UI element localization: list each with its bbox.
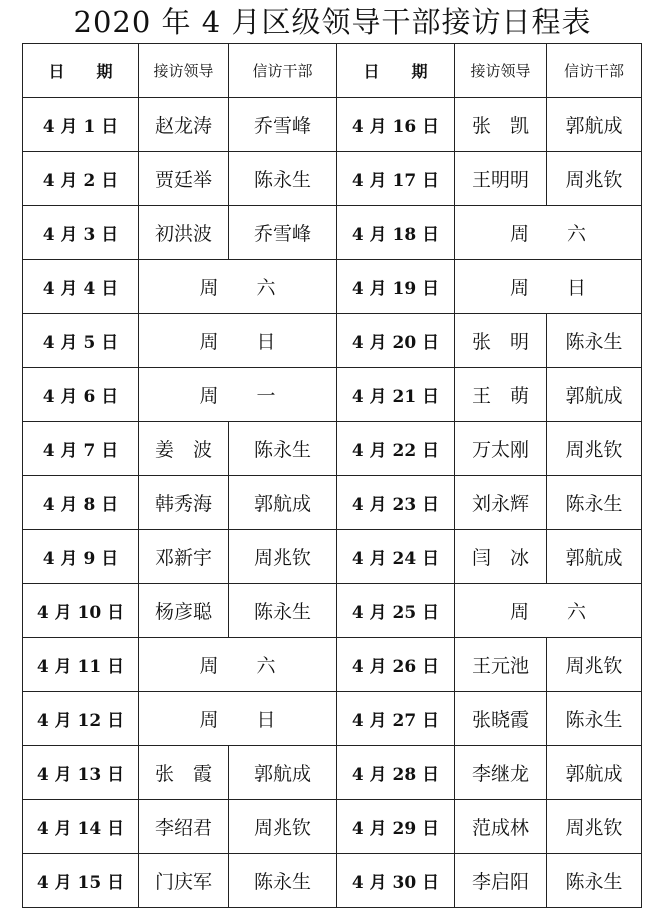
date-cell-left: 4 月 7 日 (23, 422, 139, 476)
weekday-cell-left: 周 一 (139, 368, 337, 422)
header-dept-left: 信访干部 (229, 44, 337, 98)
date-cell-left: 4 月 10 日 (23, 584, 139, 638)
date-cell-right: 4 月 17 日 (337, 152, 455, 206)
date-cell-left: 4 月 14 日 (23, 800, 139, 854)
dept-cell-left: 周兆钦 (229, 530, 337, 584)
table-row (23, 476, 642, 530)
table-row (23, 314, 642, 368)
leader-cell-left: 张 霞 (139, 746, 229, 800)
date-cell-right: 4 月 22 日 (337, 422, 455, 476)
weekday-cell-left: 周 日 (139, 692, 337, 746)
schedule-table (22, 43, 642, 908)
header-date-right: 日 期 (337, 44, 455, 98)
date-cell-right: 4 月 25 日 (337, 584, 455, 638)
leader-cell-left: 姜 波 (139, 422, 229, 476)
table-row (23, 152, 642, 206)
date-cell-right: 4 月 21 日 (337, 368, 455, 422)
header-row (23, 44, 642, 98)
date-cell-left: 4 月 12 日 (23, 692, 139, 746)
leader-cell-right: 张晓霞 (455, 692, 547, 746)
date-cell-right: 4 月 27 日 (337, 692, 455, 746)
date-cell-right: 4 月 16 日 (337, 98, 455, 152)
date-cell-right: 4 月 29 日 (337, 800, 455, 854)
dept-cell-right: 周兆钦 (547, 638, 642, 692)
weekday-cell-left: 周 日 (139, 314, 337, 368)
dept-cell-right: 周兆钦 (547, 422, 642, 476)
leader-cell-left: 贾廷举 (139, 152, 229, 206)
date-cell-right: 4 月 30 日 (337, 854, 455, 908)
table-row (23, 98, 642, 152)
dept-cell-right: 郭航成 (547, 368, 642, 422)
dept-cell-left: 陈永生 (229, 422, 337, 476)
date-cell-left: 4 月 8 日 (23, 476, 139, 530)
table-row (23, 368, 642, 422)
date-cell-left: 4 月 15 日 (23, 854, 139, 908)
date-cell-right: 4 月 19 日 (337, 260, 455, 314)
header-dept-right: 信访干部 (547, 44, 642, 98)
dept-cell-left: 陈永生 (229, 854, 337, 908)
date-cell-left: 4 月 4 日 (23, 260, 139, 314)
leader-cell-left: 李绍君 (139, 800, 229, 854)
date-cell-left: 4 月 9 日 (23, 530, 139, 584)
table-row (23, 206, 642, 260)
dept-cell-left: 郭航成 (229, 476, 337, 530)
header-leader-right: 接访领导 (455, 44, 547, 98)
table-row (23, 692, 642, 746)
dept-cell-right: 陈永生 (547, 692, 642, 746)
dept-cell-right: 陈永生 (547, 314, 642, 368)
table-row (23, 530, 642, 584)
leader-cell-right: 闫 冰 (455, 530, 547, 584)
leader-cell-right: 王元池 (455, 638, 547, 692)
dept-cell-left: 陈永生 (229, 152, 337, 206)
leader-cell-left: 韩秀海 (139, 476, 229, 530)
leader-cell-right: 王 萌 (455, 368, 547, 422)
dept-cell-right: 郭航成 (547, 98, 642, 152)
table-row (23, 260, 642, 314)
page-title: 2020 年 4 月区级领导干部接访日程表 (73, 5, 592, 39)
leader-cell-left: 赵龙涛 (139, 98, 229, 152)
leader-cell-left: 初洪波 (139, 206, 229, 260)
table-row (23, 854, 642, 908)
table-row (23, 800, 642, 854)
leader-cell-right: 范成林 (455, 800, 547, 854)
dept-cell-left: 周兆钦 (229, 800, 337, 854)
date-cell-right: 4 月 24 日 (337, 530, 455, 584)
dept-cell-right: 郭航成 (547, 530, 642, 584)
date-cell-left: 4 月 13 日 (23, 746, 139, 800)
leader-cell-left: 杨彦聪 (139, 584, 229, 638)
header-leader-left: 接访领导 (139, 44, 229, 98)
dept-cell-right: 陈永生 (547, 854, 642, 908)
date-cell-left: 4 月 2 日 (23, 152, 139, 206)
weekday-cell-left: 周 六 (139, 260, 337, 314)
table-row (23, 422, 642, 476)
leader-cell-right: 李继龙 (455, 746, 547, 800)
dept-cell-left: 乔雪峰 (229, 98, 337, 152)
date-cell-left: 4 月 1 日 (23, 98, 139, 152)
leader-cell-right: 刘永辉 (455, 476, 547, 530)
leader-cell-right: 张 凯 (455, 98, 547, 152)
dept-cell-left: 陈永生 (229, 584, 337, 638)
leader-cell-right: 王明明 (455, 152, 547, 206)
weekday-cell-right: 周 六 (455, 584, 642, 638)
date-cell-right: 4 月 26 日 (337, 638, 455, 692)
header-date-left: 日 期 (23, 44, 139, 98)
weekday-cell-left: 周 六 (139, 638, 337, 692)
dept-cell-right: 周兆钦 (547, 800, 642, 854)
schedule-body (23, 98, 642, 908)
dept-cell-left: 郭航成 (229, 746, 337, 800)
weekday-cell-right: 周 六 (455, 206, 642, 260)
leader-cell-left: 邓新宇 (139, 530, 229, 584)
leader-cell-left: 门庆军 (139, 854, 229, 908)
weekday-cell-right: 周 日 (455, 260, 642, 314)
date-cell-right: 4 月 23 日 (337, 476, 455, 530)
leader-cell-right: 李启阳 (455, 854, 547, 908)
schedule-header (23, 44, 642, 98)
dept-cell-right: 陈永生 (547, 476, 642, 530)
table-row (23, 584, 642, 638)
table-row (23, 746, 642, 800)
date-cell-left: 4 月 5 日 (23, 314, 139, 368)
leader-cell-right: 张 明 (455, 314, 547, 368)
date-cell-left: 4 月 6 日 (23, 368, 139, 422)
date-cell-left: 4 月 3 日 (23, 206, 139, 260)
table-row (23, 638, 642, 692)
dept-cell-right: 郭航成 (547, 746, 642, 800)
date-cell-right: 4 月 20 日 (337, 314, 455, 368)
leader-cell-right: 万太刚 (455, 422, 547, 476)
date-cell-right: 4 月 28 日 (337, 746, 455, 800)
dept-cell-right: 周兆钦 (547, 152, 642, 206)
date-cell-right: 4 月 18 日 (337, 206, 455, 260)
date-cell-left: 4 月 11 日 (23, 638, 139, 692)
dept-cell-left: 乔雪峰 (229, 206, 337, 260)
